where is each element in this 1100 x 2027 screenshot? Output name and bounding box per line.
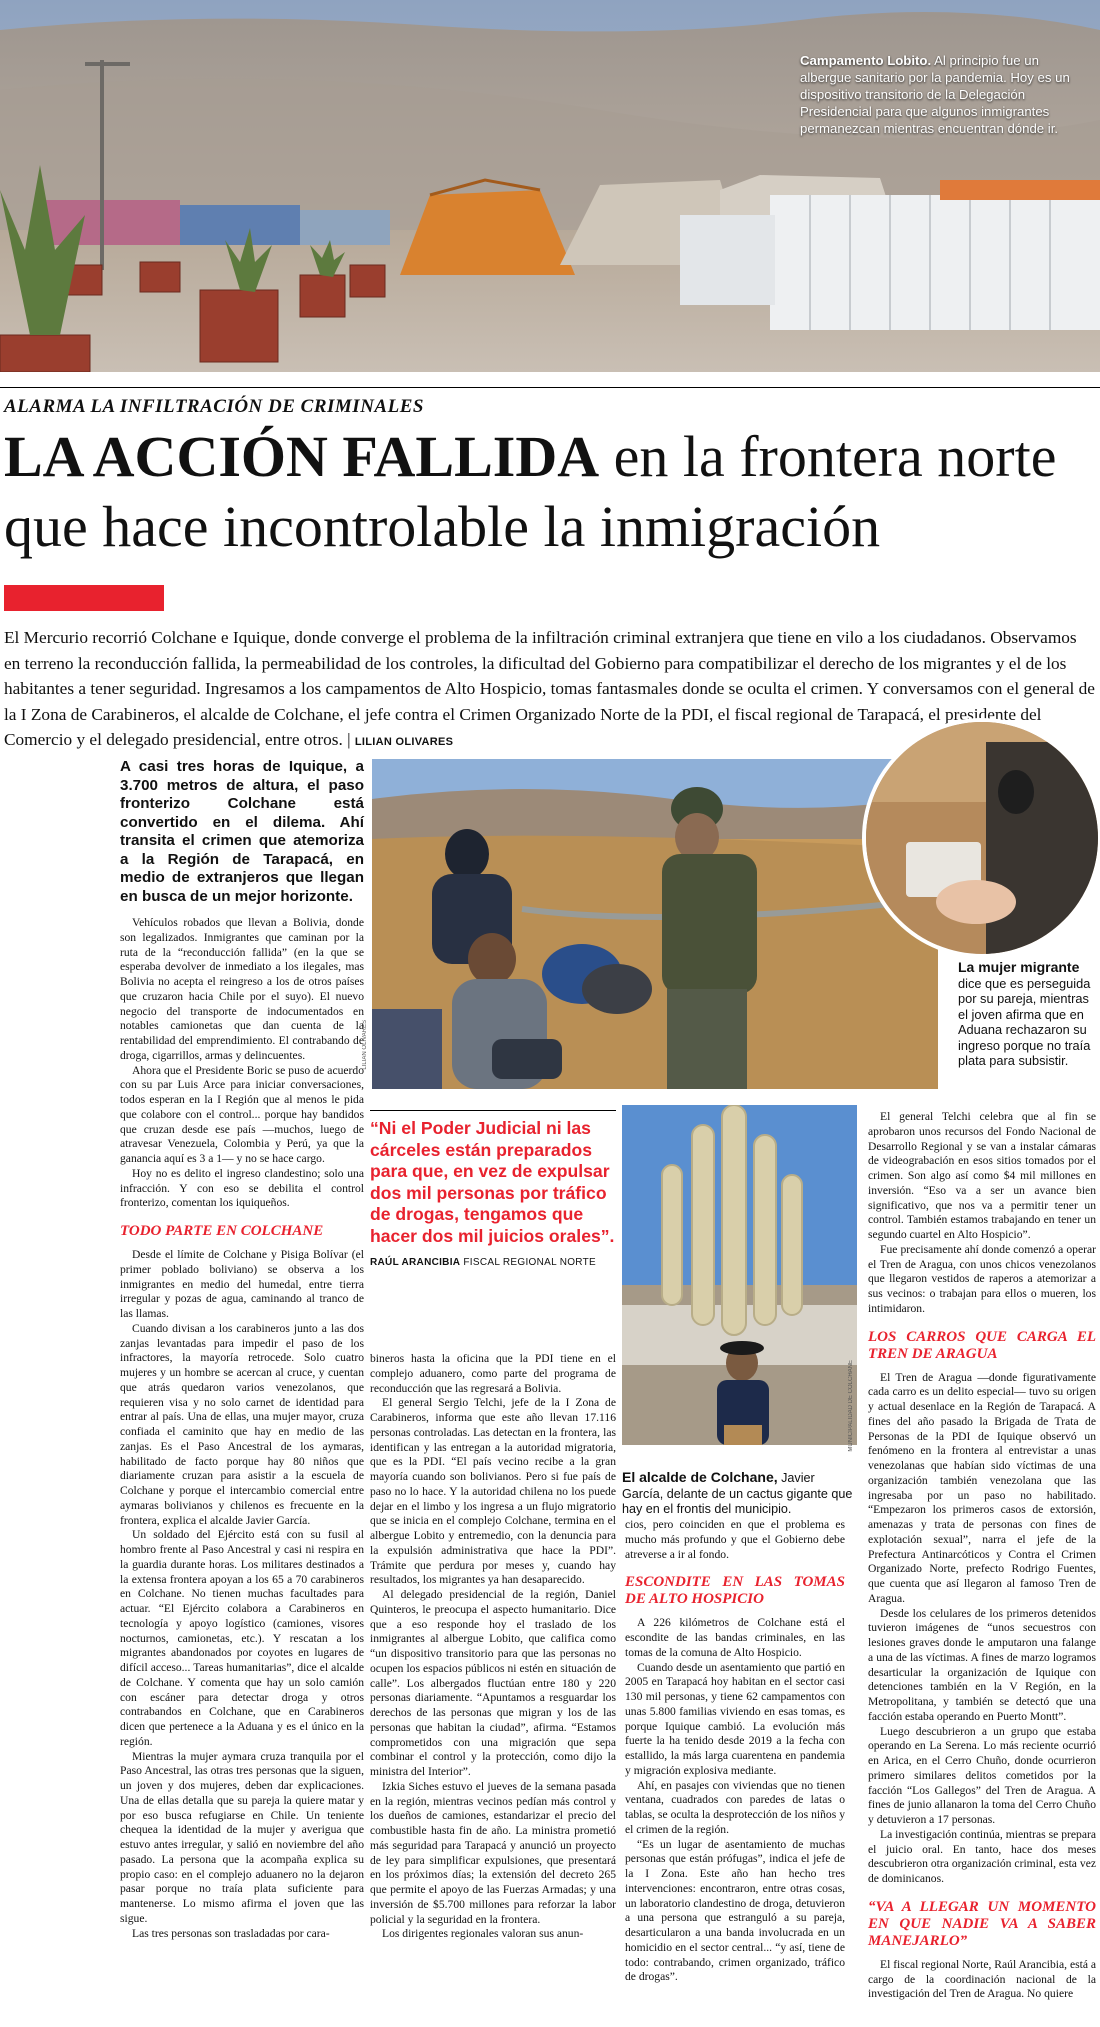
migrant-caption-text: dice que es perseguida por su pareja, mientras el joven afirma que en Aduana rechazaron su ingreso porque no traía plata para subsistir. [958, 975, 1091, 1068]
intro-paragraph: A casi tres horas de Iquique, a 3.700 metros de altura, el paso fronterizo Colchane está convertido en el dilema. Ahí transita el crimen que atemoriza a la Región de Tarapacá, en medio de extranjeros que llegan en busca de un mejor horizonte. [120, 758, 364, 905]
subhead: LOS CARROS QUE CARGA EL TREN DE ARAGUA [868, 1328, 1096, 1362]
paragraph: Izkia Siches estuvo el jueves de la semana pasada en la región, mientras vecinos pedían más control y los dueños de camiones, estandarizar el precio del combustible hasta fin de año. La ministra prometió más seguridad para Tarapacá y anunció un proyecto de ley para simplificar expulsiones, que presentará en los próximos días; la extensión del decreto 265 que permite el apoyo de las Fuerzas Armadas; y una inversión de $5.700 millones para reforzar la labor policial y la seguridad en la frontera. [370, 1779, 616, 1926]
paragraph: Vehículos robados que llevan a Bolivia, donde son legalizados. Inmigrantes que caminan por la ruta de la “reconducción fallida” (en la que se esperaba devolver de inmediato a los ilegales, mas Bolivia no acepta el reingreso a los de otros países que cruzaron hacia Chile por el suyo). El nuevo negocio del transporte de indocumentados en notables camionetas que dan cuenta de la rentabilidad del emprendimiento. El contrabando de droga, cigarrillos, armas y delincuentes. [120, 916, 364, 1062]
headline-part2: en la frontera norte que hace incontrolable la inmigración [4, 424, 1057, 559]
top-rule [0, 387, 1100, 388]
column-4 [868, 1110, 1096, 2002]
mayor-with-cactus-photo [622, 1105, 857, 1445]
top-photo-caption [800, 52, 1090, 137]
paragraph: “Es un lugar de asentamiento de muchas personas que están prófugas”, indica el jefe de la I Zona. Este año han hecho tres intervenciones: encontraron, entre otras cosas, un laboratorio clandestino de droga, detuvieron a una persona que estranguló a su pareja, desarticularon a una banda involucrada en un homicidio en el sector central... “y así, tiene de todo: contrabando, crimen organizado, tráfico de drogas”. [625, 1837, 845, 1984]
paragraph: Ahora que el Presidente Boric se puso de acuerdo con su par Luis Arce para iniciar conversaciones, todos esperan en la I Región que al menos le pida que colabore con el control... porque hay bandidos que cruzan desde ese país —muchos, luego de atravesar Venezuela, Colombia y Perú, ya que la ganancia aquí es 3 a 1— y no se hace cargo. [120, 1063, 364, 1165]
kicker: ALARMA LA INFILTRACIÓN DE CRIMINALES [4, 396, 424, 417]
mayor-photo-credit: MUNICIPALIDAD DE COLCHANE [848, 1360, 854, 1452]
paragraph: Fue precisamente ahí donde comenzó a operar el Tren de Aragua, con unos chicos venezolanos que llegaron vestidos de raperos a atemorizar a sus vecinos: o trabajan para ellos o mueren, los intimidaron. [868, 1242, 1096, 1315]
paragraph: El Tren de Aragua —donde figurativamente cada carro es un delito especial— tuvo su origen y actual desenlace en la Región de Tarapacá. A fines del año pasado la Brigada de Trata de Personas de la PDI de Iquique observó un fenómeno en la frontera al entrevistar a unas venezolanas que habían sido víctimas de una organización también venezolana que las ingresaba por un paso no habilitado. “Empezaron los primeros casos de extorsión, amenazas y trata de personas con fines de explotación sexual”, narra el jefe de la Prefectura Antinarcóticos y Contra el Crimen Organizado Norte, prefecto Rodrigo Fuentes, que cuenta que así llegaron al famoso Tren de Aragua. [868, 1370, 1096, 1605]
paragraph: bineros hasta la oficina que la PDI tiene en el complejo aduanero, como parte del programa de reconducción que las regresará a Bolivia. [370, 1352, 616, 1395]
paragraph: Cuando desde un asentamiento que partió en 2005 en Tarapacá hoy habitan en el sector casi 130 mil personas, y tiene 62 campamentos con unas 5.800 familias viviendo en esas tomas, es porque Iquique cambió. La evolución más fuerte la ha tenido desde 2019 a la fecha con estallido, la más larga cuarentena en pandemia y migración explosiva mediante. [625, 1660, 845, 1777]
mayor-caption-title: El alcalde de Colchane, [622, 1469, 778, 1485]
mayor-caption-text: Javier García, delante de un cactus gigante que hay en el frontis del municipio. [622, 1471, 853, 1516]
paragraph: Desde los celulares de los primeros detenidos tuvieron imágenes de “unos secuestros con lesiones graves donde le amputaron una falange a una de las víctimas. A fines de marzo logramos desarticular la organización de Iquique con detenciones también en la V Región, en la Metropolitana, y también se detectó que una facción estaba operando en Puerto Montt”. [868, 1606, 1096, 1723]
paragraph: Las tres personas son trasladadas por cara- [132, 1926, 330, 1940]
paragraph: La investigación continúa, mientras se prepara el juicio oral. En tanto, hace dos meses descubrieron otra organización criminal, esta vez de dominicanos. [868, 1827, 1096, 1885]
headline-part1: LA ACCIÓN FALLIDA [4, 424, 600, 489]
paragraph: Un soldado del Ejército está con su fusil al hombro frente al Paso Ancestral y casi ni respira en la guardia durante horas. Los militares destinados a la extensa frontera apoyan a los 65 a 70 carabineros en Colchane. No tienen muchas facultades para actuar. “El Ejército colabora a Carabineros en tecnología y apoyo logístico (camiones, visores nocturnos, camionetas, etc.). Y rescatan a los migrantes abandonados por coyotes en lugares de difícil acceso... Tareas humanitarias”, dice el alcalde de Colchane. Y comenta que hay un solo camión con escáner para detectar droga y otros contrabandos en Colchane, que en Carabineros dicen que pertenece a la Aduana y es el único en la región. [120, 1528, 364, 1748]
paragraph: Cuando divisan a los carabineros junto a las dos zanjas levantadas para impedir el paso de los infractores, la mayoría retrocede. Solo cuatro mujeres y un hombre se acercan al cruce, y cuentan que atrás quedaron varios venezolanos, que requieren visa y no solo carnet de identidad para entrar al país. Una de ellas, una mujer mayor, cruza confiada el caminito que hay en medio de las zanjas. Es el Paso Ancestral de los aymaras, habilitado de facto porque hay 80 niños que diariamente cruzan para asistir a la escuela de Colchane y porque el intercambio comercial entre aymaras bolivianos y chilenos es frecuente en la frontera, explica el alcalde Javier García. [120, 1321, 364, 1527]
byline: LILIAN OLIVARES [354, 736, 454, 749]
mayor-photo-caption [622, 1470, 858, 1518]
paragraph: Ahí, en pasajes con viviendas que no tienen ventana, cuadrados con paredes de latas o tablas, se oculta la desprotección de los niños y el crimen de la región. [625, 1778, 845, 1836]
paragraph: Hoy no es delito el ingreso clandestino; solo una infracción. Y con eso se debilita el control fronterizo, comentan los iquiqueños. [120, 1166, 364, 1210]
paragraph: El fiscal regional Norte, Raúl Arancibia, está a cargo de la coordinación nacional de la investigación del Tren de Aragua. No quiere [868, 1957, 1097, 2001]
paragraph: Desde el límite de Colchane y Pisiga Bolívar (el primer poblado boliviano) se observa a los inmigrantes en medio del humedal, entre tierra irregular y pozas de agua, caminando al tranco de las llamas. [120, 1248, 364, 1320]
paragraph: cios, pero coinciden en que el problema es mucho más profundo y que el Gobierno debe atreverse a ir al fondo. [625, 1518, 845, 1561]
migrant-photo-credit: LILIAN OLIVARES [362, 1020, 368, 1070]
column-3 [625, 1518, 845, 1985]
quote-author [370, 1257, 616, 1268]
paragraph: El general Telchi celebra que al fin se aprobaron unos recursos del Fondo Nacional de Desarrollo Regional y se van a instalar cámaras de videograbación en esos sitios tomados por el crimen. Son algo así como $4 mil millones en inversión. “Eso va a ser un avance bien significativo, que nos va a permitir tener un control. También estamos trabajando en tener un segundo cuartel en Alto Hospicio”. [868, 1110, 1096, 1241]
hand-with-document-photo [862, 718, 1100, 958]
paragraph: Mientras la mujer aymara cruza tranquila por el Paso Ancestral, las otras tres personas que la siguen, un joven y dos mujeres, deben dar explicaciones. Una de ellas detalla que su pareja la quiere matar y por eso busca refugiarse en Chile. Un teniente chequea la identidad de la mujer y averigua que estuvo antes irregular, y salió en noviembre del año pasado. La persona que la acompaña explica su propio caso: en el complejo aduanero no la dejaron pasar porque no traía plata suficiente para mantenerse. Lo mismo afirma el joven que las sigue. [120, 1749, 364, 1925]
paragraph: Luego descubrieron a un grupo que estaba operando en La Serena. Lo más reciente ocurrió en Arica, en el Cerro Chuño, donde ocurrieron primero similares delitos cometidos por la facción “Los Gallegos” del Tren de Aragua. A fines de junio allanaron la toma del Cerro Chuño y detuvieron a 17 personas. [868, 1724, 1096, 1826]
quote-text: “Ni el Poder Judicial ni las cárceles están preparados para que, en vez de expulsar dos mil personas por tráfico de drogas, tengamos que hacer dos mil juicios orales”. [370, 1118, 615, 1246]
pull-quote [370, 1118, 616, 1268]
top-caption-text: Al principio fue un albergue sanitario por la pandemia. Hoy es un dispositivo transitorio de la Delegación Presidencial para que algunos inmigrantes permanezcan mientras encuentran dónde ir. [800, 53, 1070, 136]
column-2 [370, 1352, 616, 1942]
migrant-photo-caption [958, 960, 1096, 1069]
quote-author-role: FISCAL REGIONAL NORTE [460, 1257, 597, 1268]
quote-author-name: RAÚL ARANCIBIA [370, 1257, 461, 1268]
top-caption-title: Campamento Lobito. [800, 53, 932, 68]
paragraph: Al delegado presidencial de la región, Daniel Quinteros, le preocupa el aspecto humanitario. Dice que a eso responde hoy el traslado de los inmigrantes al albergue Lobito, que califica como “un dispositivo transitorio para que las personas no ocupen los espacios públicos ni estén en situación de calle”. Los albergados fluctúan entre 180 y 220 personas diariamente. “Apuntamos a resguardar los derechos de las personas que migran y los de las personas que habitan la ciudad”, afirma. “Estamos comprometidos con una migración que sepa combinar el control y la protección, como dijo la ministra del Interior”. [370, 1588, 616, 1778]
migrant-caption-title: La mujer migrante [958, 959, 1080, 975]
column-1 [120, 758, 364, 1941]
subhead: ESCONDITE EN LAS TOMAS DE ALTO HOSPICIO [625, 1574, 845, 1608]
paragraph: A 226 kilómetros de Colchane está el escondite de las bandas criminales, en las tomas de la comuna de Alto Hospicio. [625, 1616, 845, 1659]
headline [4, 422, 1100, 562]
subhead: “VA A LLEGAR UN MOMENTO EN QUE NADIE VA A SABER MANEJARLO” [868, 1898, 1096, 1949]
paragraph: El general Sergio Telchi, jefe de la I Zona de Carabineros, informa que este año llevan 17.116 personas controladas. Las detectan en la frontera, las identifican y las entregan a la autoridad migratoria, que es la PDI. “El país vecino recibe a la gran mayoría cuando son bolivianos. Pero si fue país de paso no lo hace. Y la autoridad chilena no los puede dejar en el limbo y los ingresa a un flujo migratorio que se inicia en el complejo Colchane, termina en el albergue Lobito y entremedio, con la denuncia para la expulsión administrativa que hace la PDI”. Trámite que perdura por meses y, cuando hay resultados, los migrantes ya han desaparecido. [370, 1396, 616, 1587]
subhead: TODO PARTE EN COLCHANE [120, 1223, 324, 1239]
red-accent-bar [4, 585, 164, 611]
migrants-at-border-photo [372, 759, 938, 1089]
lead-text: El Mercurio recorrió Colchane e Iquique, donde converge el problema de la infiltración criminal extranjera que tiene en vilo a los ciudadanos. Observamos en terreno la reconducción fallida, la permeabilidad de los controles, la dificultad del Gobierno para compatibilizar el derecho de los migrantes y el de los habitantes a tener seguridad. Ingresamos a los campamentos de Alto Hospicio, tomas fantasmales donde se oculta el crimen. Y conversamos con el general de la I Zona de Carabineros, el alcalde de Colchane, el jefe contra el Crimen Organizado Norte de la PDI, el fiscal regional de Tarapacá, el presidente del Comercio y el delegado presidencial, entre otros. | [4, 628, 1095, 750]
quote-rule [370, 1110, 616, 1111]
paragraph: Los dirigentes regionales valoran sus anun- [382, 1927, 584, 1941]
